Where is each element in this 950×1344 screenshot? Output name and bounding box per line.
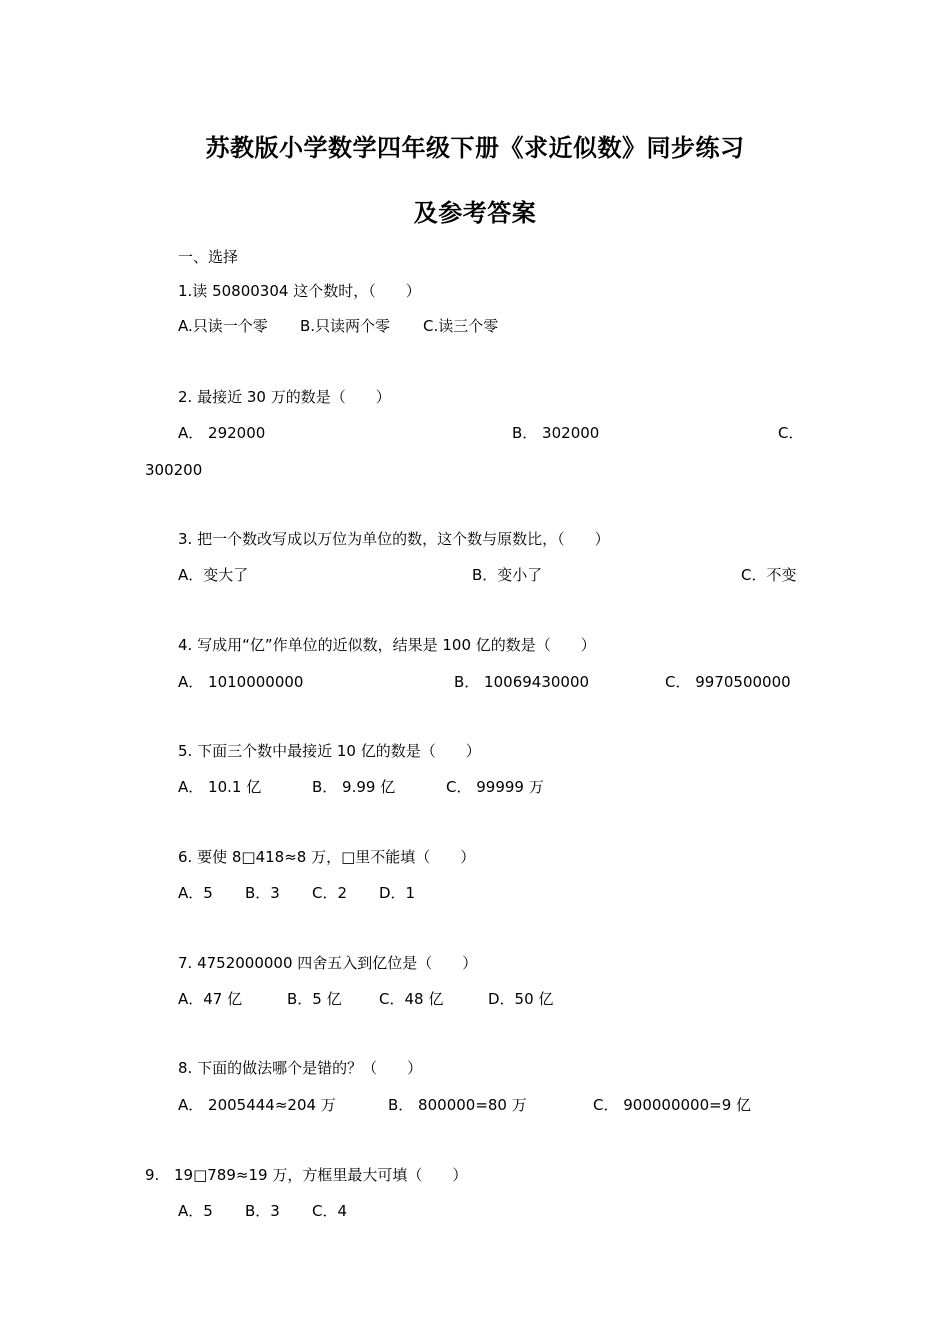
question-9-number: 9.: [145, 1166, 160, 1184]
question-8-option-c: C． 900000000=9 亿: [593, 1096, 752, 1114]
question-6-option-a: A．5: [178, 884, 213, 902]
section-heading: 一、选择: [178, 248, 239, 266]
question-8-option-b: B． 800000=80 万: [388, 1096, 527, 1114]
question-2-stem: 2. 最接近 30 万的数是（ ）: [178, 388, 391, 406]
question-5-option-a: A． 10.1 亿: [178, 778, 262, 796]
question-8-stem: 8. 下面的做法哪个是错的？（ ）: [178, 1059, 423, 1077]
question-3-option-c: C．不变: [741, 566, 797, 584]
question-7-option-c: C．48 亿: [379, 990, 444, 1008]
question-6-option-c: C．2: [312, 884, 348, 902]
question-1-option-b: B.只读两个零: [300, 317, 391, 335]
document-title-line-2: 及参考答案: [413, 199, 537, 227]
question-9-stem: 19□789≈19 万，方框里最大可填（ ）: [174, 1166, 468, 1184]
question-9-option-a: A．5: [178, 1202, 213, 1220]
question-1-stem: 1.读 50800304 这个数时，（ ）: [178, 282, 421, 300]
question-6-option-b: B．3: [245, 884, 280, 902]
question-4-stem: 4. 写成用“亿”作单位的近似数，结果是 100 亿的数是（ ）: [178, 636, 596, 654]
question-4-option-a: A． 1010000000: [178, 673, 304, 691]
question-6-stem: 6. 要使 8□418≈8 万，□里不能填（ ）: [178, 848, 476, 866]
question-3-stem: 3. 把一个数改写成以万位为单位的数，这个数与原数比，（ ）: [178, 530, 610, 548]
question-5-stem: 5. 下面三个数中最接近 10 亿的数是（ ）: [178, 742, 481, 760]
question-1-option-c: C.读三个零: [423, 317, 499, 335]
question-3-option-b: B．变小了: [472, 566, 543, 584]
document-title-line-1: 苏教版小学数学四年级下册《求近似数》同步练习: [205, 134, 745, 162]
question-9-option-b: B．3: [245, 1202, 280, 1220]
question-7-stem: 7. 4752000000 四舍五入到亿位是（ ）: [178, 954, 478, 972]
question-2-option-c-value: 300200: [145, 461, 203, 479]
question-8-option-a: A． 2005444≈204 万: [178, 1096, 336, 1114]
question-7-option-b: B．5 亿: [287, 990, 342, 1008]
question-5-option-b: B． 9.99 亿: [312, 778, 396, 796]
question-2-option-b: B． 302000: [512, 424, 600, 442]
question-3-option-a: A．变大了: [178, 566, 249, 584]
question-6-option-d: D．1: [379, 884, 416, 902]
question-7-option-d: D．50 亿: [488, 990, 554, 1008]
question-7-option-a: A．47 亿: [178, 990, 243, 1008]
question-2-option-c-label: C．: [778, 424, 804, 442]
question-2-option-a: A． 292000: [178, 424, 266, 442]
question-4-option-c: C． 9970500000: [665, 673, 791, 691]
question-5-option-c: C． 99999 万: [446, 778, 544, 796]
question-4-option-b: B． 10069430000: [454, 673, 590, 691]
question-1-option-a: A.只读一个零: [178, 317, 268, 335]
question-9-option-c: C．4: [312, 1202, 348, 1220]
